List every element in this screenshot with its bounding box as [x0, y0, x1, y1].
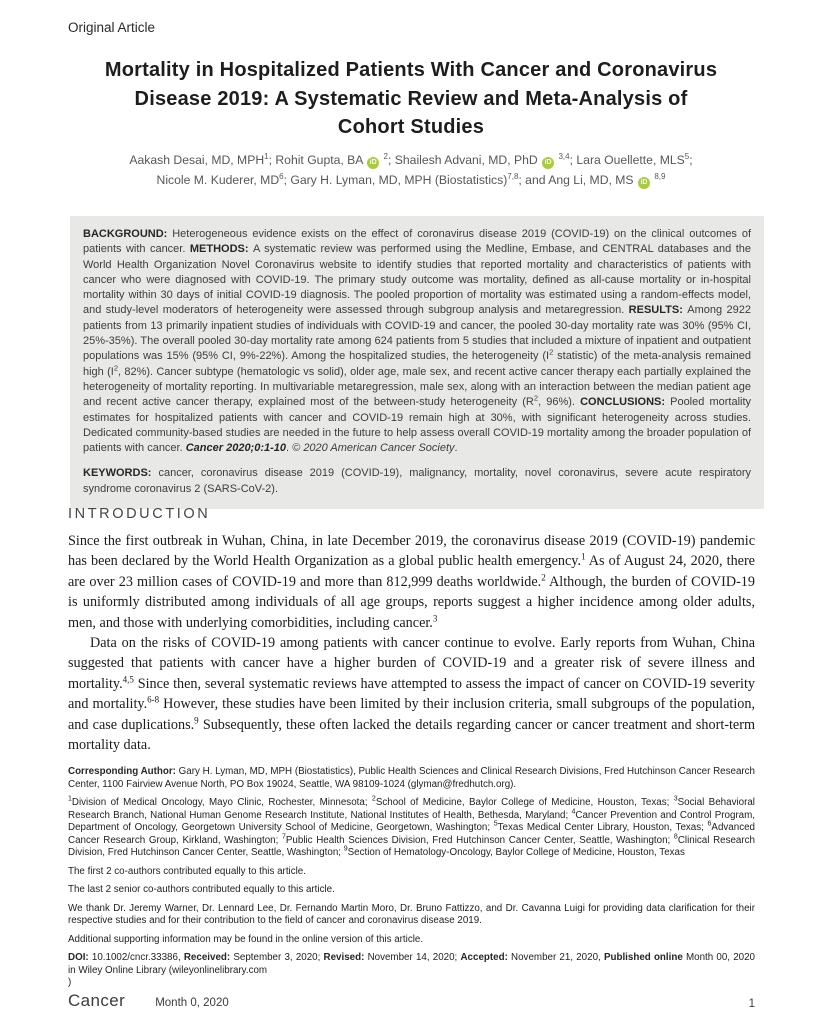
corresponding-author-note: Corresponding Author: Gary H. Lyman, MD, MPH (Biostatistics), Public Health Sciences and Clinical Research Divisions, Fred Hutchinson Cancer Research Center, 1100 Fairview Avenue North, PO Box 19024, Seattle, WA 98109-1024 (glyman@fredhutch.org). — [68, 766, 755, 790]
abstract-box — [70, 216, 764, 509]
journal-name: Cancer — [68, 991, 126, 1010]
author-byline — [40, 151, 782, 190]
abstract-text: BACKGROUND: Heterogeneous evidence exists on the effect of coronavirus disease 2019 (COVID-19) on the clinical outcomes of patients with cancer. METHODS: A systematic review was performed using the Medline, Embase, and CENTRAL databases and the World Health Organization Novel Coronavirus website to identify studies that reported mortality and characteristics of patients with cancer who were diagnosed with COVID-19. The primary study outcome was mortality, defined as all-cause mortality or in-hospital mortality within 30 days of initial COVID-19 diagnosis. The pooled proportion of mortality was estimated using a random-effects model, and study-level moderators of heterogeneity were assessed through subgroup analysis and metaregression. RESULTS: Among 2922 patients from 13 primarily inpatient studies of individuals with COVID-19 and cancer, the pooled 30-day mortality rate was 30% (95% CI, 25%-35%). The overall pooled 30-day mortality rate among 624 patients from 5 studies that included a mixture of inpatient and outpatient populations was 15% (95% CI, 9%-22%). Among the hospitalized studies, the heterogeneity ($I^2$ statistic) of the meta-analysis remained high ($I^2$, 82%). Cancer subtype (hematologic vs solid), older age, male sex, and recent active cancer therapy each partially explained the heterogeneity of mortality reporting. In multivariable metaregression, male sex, along with an interaction between the median patient age and recent active cancer therapy, explained most of the between-study heterogeneity ($R^2$, 96%). CONCLUSIONS: Pooled mortality estimates for hospitalized patients with cancer and COVID-19 remain high at 30%, with significant heterogeneity across studies. Dedicated community-based studies are needed in the future to help assess overall COVID-19 mortality among the broader population of patients with cancer. Cancer 2020;0:1-10. © 2020 American Cancer Society. — [83, 228, 752, 455]
orcid-icon[interactable]: iD — [542, 157, 554, 169]
author-line-2: Nicole M. Kuderer, $MD^6$; Gary H. Lyman, MD, MPH (Biostatistics)$^{7,8}$; and Ang Li, MD, MS iD $^{8,9}$ — [156, 171, 666, 187]
keywords-text: KEYWORDS: cancer, coronavirus disease 2019 (COVID-19), malignancy, mortality, novel coronavirus, severe acute respiratory syndrome coronavirus 2 (SARS-CoV-2). — [83, 467, 752, 495]
orcid-icon[interactable]: iD — [367, 157, 379, 169]
equal-contribution-note-2: The last 2 senior co-authors contributed equally to this article. — [68, 884, 335, 895]
article-type-label: Original Article — [68, 20, 156, 35]
article-title-line: Disease 2019: A Systematic Review and Meta-Analysis of — [134, 87, 688, 110]
page-number: 1 — [748, 998, 755, 1010]
issue-date: Month 0, 2020 — [155, 997, 229, 1009]
author-line-1: Aakash Desai, MD, MPH$^1$; Rohit Gupta, BA iD $^2$; Shailesh Advani, MD, PhD iD $^{3,4}$; Lara Ouellette, MLS$^5$; — [129, 151, 693, 167]
introduction-heading: INTRODUCTION — [68, 506, 211, 522]
acknowledgments-note: We thank Dr. Jeremy Warner, Dr. Lennard Lee, Dr. Fernando Martin Moro, Dr. Bruno Fattizzo, and Dr. Cavanna Luigi for providing data clarification for their respective studies and for their contribution to the field of cancer and coronavirus disease 2019. — [68, 902, 755, 926]
page-footer — [68, 991, 755, 1013]
intro-paragraph-1: Since the first outbreak in Wuhan, China, in late December 2019, the coronavirus disease 2019 (COVID-19) pandemic has been declared by the World Health Organization as a global public health emergency.$^1$ As of August 24, 2020, there are over 23 million cases of COVID-19 and more than 812,999 deaths worldwide.$^2$ Although, the burden of COVID-19 is uniformly distributed among individuals of all age groups, reports suggest a higher incidence among older adults, men, and those with underlying comorbidities, including cancer.$^3$ — [68, 533, 755, 631]
article-title-line: Mortality in Hospitalized Patients With Cancer and Coronavirus — [104, 59, 718, 81]
equal-contribution-note-1: The first 2 co-authors contributed equally to this article. — [68, 865, 306, 877]
article-title-line: Cohort Studies — [337, 116, 485, 138]
article-title — [56, 56, 766, 142]
intro-paragraph-2: Data on the risks of COVID-19 among patients with cancer continue to evolve. Early reports from Wuhan, China suggested that patients with cancer have a higher burden of COVID-19 and a greater risk of severe illness and mortality.$^{4,5}$ Since then, several systematic reviews have attempted to assess the impact of cancer on COVID-19 severity and mortality.$^{6-8}$ However, these studies have been limited by their inclusion criteria, small subgroups of the population, and case duplications.$^9$ Subsequently, these often lacked the details regarding cancer or cancer treatment and short-term mortality data. — [68, 635, 755, 754]
affiliations-note: $^1$Division of Medical Oncology, Mayo Clinic, Rochester, Minnesota; $^2$School of Medicine, Baylor College of Medicine, Houston, Texas; $^3$Social Behavioral Research Branch, National Human Genome Research Institute, National Institutes of Health, Bethesda, Maryland; $^4$Cancer Prevention and Control Program, Department of Oncology, Georgetown University School of Medicine, Georgetown, Washington; $^5$Texas Medical Center Library, Houston, Texas; $^6$Advanced Cancer Research Group, Kirkland, Washington; $^7$Public Health Sciences Division, Fred Hutchinson Cancer Center, Seattle, Washington; $^8$Clinical Research Division, Fred Hutchinson Cancer Center, Seattle, Washington; $^9$Section of Hematology-Oncology, Baylor College of Medicine, Houston, Texas — [68, 795, 755, 858]
doi-publication-note: DOI: 10.1002/cncr.33386, Received: September 3, 2020; Revised: November 14, 2020; Accepted: November 21, 2020, Published online Month 00, 2020 in Wiley Online Library (wileyonlinelibrary.com ) — [68, 952, 756, 988]
introduction-section — [68, 506, 755, 755]
footnotes-section — [68, 766, 755, 996]
orcid-icon[interactable]: iD — [638, 177, 650, 189]
supporting-info-note: Additional supporting information may be found in the online version of this article. — [68, 933, 424, 945]
